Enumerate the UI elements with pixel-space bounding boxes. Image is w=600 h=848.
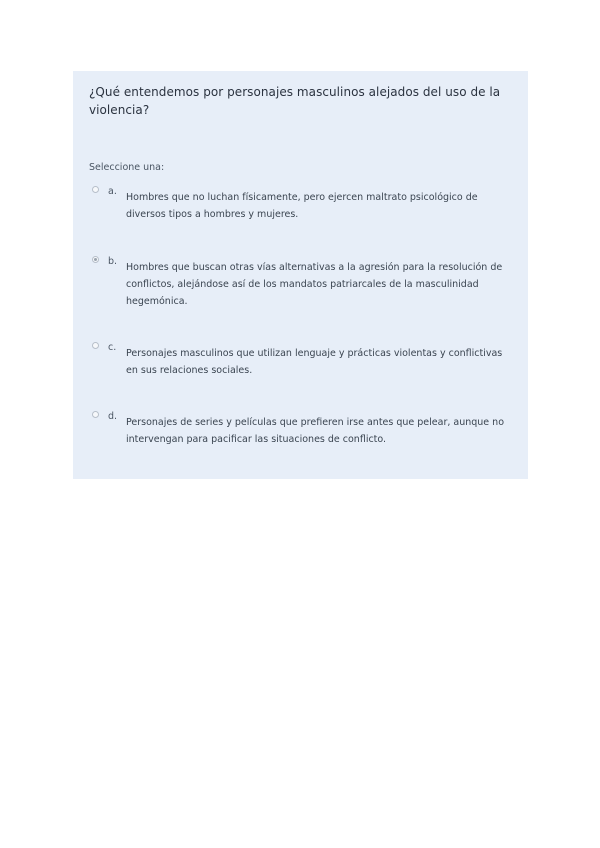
radio-button-d[interactable] [92, 411, 99, 418]
question-text: ¿Qué entendemos por personajes masculinos alejados del uso de la violencia? [89, 85, 501, 117]
answer-options [89, 186, 512, 448]
option-text-a[interactable]: Hombres que no luchan físicamente, pero ejercen maltrato psicológico de diversos tipos a hombres y mujeres. [126, 192, 478, 220]
option-text-b[interactable]: Hombres que buscan otras vías alternativas a la agresión para la resolución de conflictos, alejándose así de los mandatos patriarcales de la masculinidad hegemónica. [126, 262, 503, 307]
radio-button-a[interactable] [92, 186, 99, 193]
option-text-d[interactable]: Personajes de series y películas que prefieren irse antes que pelear, aunque no intervengan para pacificar las situaciones de conflicto. [126, 417, 505, 445]
option-letter-a: a. [108, 186, 117, 197]
answer-option-d[interactable] [89, 411, 512, 448]
option-text-c[interactable]: Personajes masculinos que utilizan lenguaje y prácticas violentas y conflictivas en sus relaciones sociales. [126, 348, 503, 376]
question-card [73, 71, 528, 479]
option-letter-b: b. [108, 256, 118, 267]
answer-option-b[interactable] [89, 256, 512, 310]
radio-button-c[interactable] [92, 342, 99, 349]
option-letter-d: d. [108, 411, 118, 422]
select-one-prompt: Seleccione una: [89, 162, 165, 173]
answer-option-a[interactable] [89, 186, 512, 223]
option-letter-c: c. [108, 342, 117, 353]
radio-button-b[interactable] [92, 256, 99, 263]
answer-option-c[interactable] [89, 342, 512, 379]
